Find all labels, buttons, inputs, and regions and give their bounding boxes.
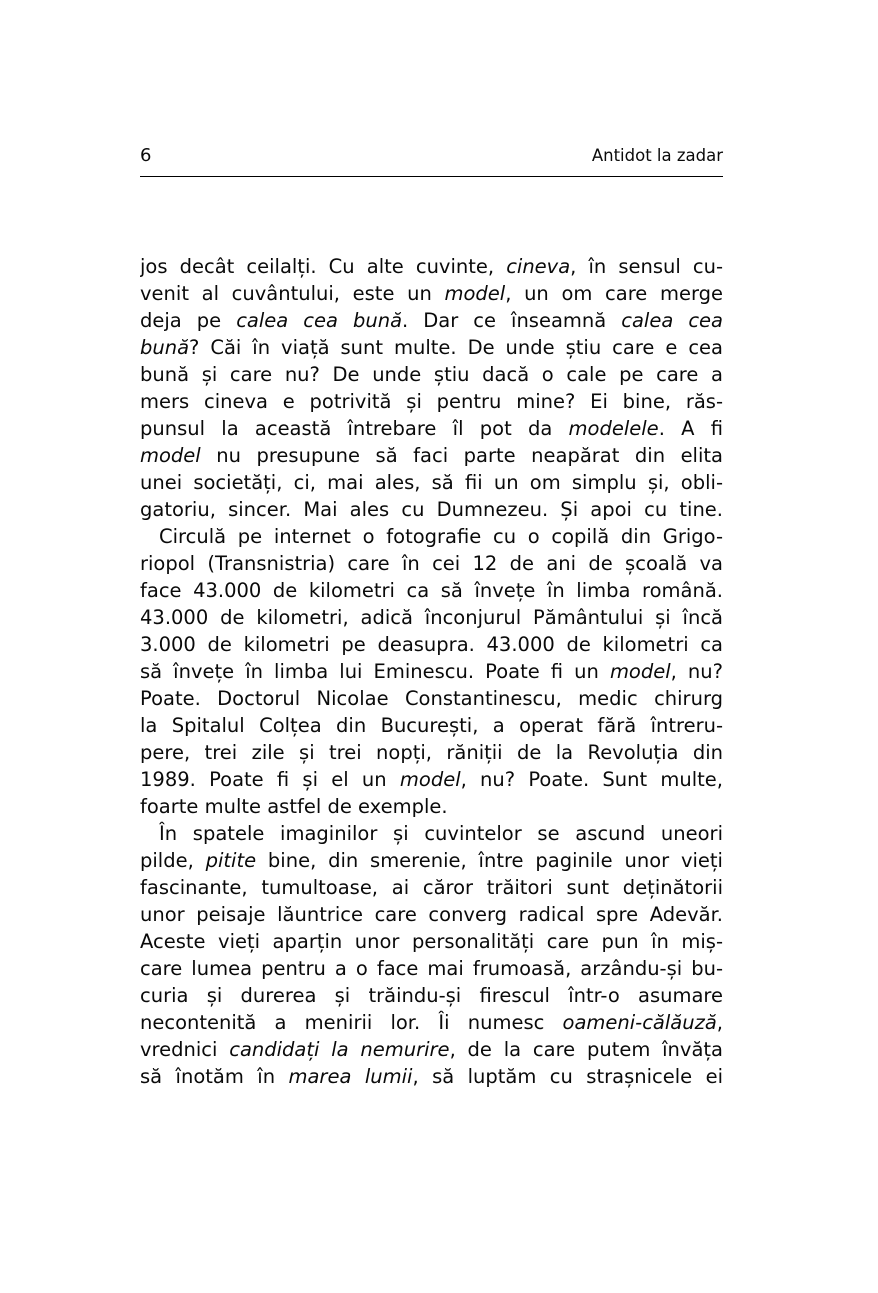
text-line: 43.000 de kilometri, adică înconjurul Pământului și încă [140,606,723,629]
text-line: foarte multe astfel de exemple. [140,795,448,818]
text-line: pere, trei zile și trei nopți, răniții de la Revoluția din [140,741,723,764]
page-header [140,146,723,166]
text-line: unei societăți, ci, mai ales, să fii un om simplu și, obli- [140,471,723,494]
text-line: riopol (Transnistria) care în cei 12 de ani de școală va [140,552,723,575]
text-line: bună și care nu? De unde știu dacă o cale pe care a [140,363,723,386]
text-line: Poate. Doctorul Nicolae Constantinescu, medic chirurg [140,687,723,710]
running-title: Antidot la zadar [591,146,723,165]
text-line: 1989. Poate fi și el un model, nu? Poate. Sunt multe, [140,768,723,791]
text-line: la Spitalul Colțea din București, a operat fără întreru- [140,714,723,737]
text-line: fascinante, tumultoase, ai căror trăitori sunt deținătorii [140,876,723,899]
page-number: 6 [140,145,152,166]
text-line: face 43.000 de kilometri ca să învețe în limba română. [140,579,723,602]
text-line: 3.000 de kilometri pe deasupra. 43.000 de kilometri ca [140,633,723,656]
text-line: necontenită a menirii lor. Îi numesc oameni-călăuză, [140,1011,723,1034]
text-line: să înotăm în marea lumii, să luptăm cu strașnicele ei [140,1065,723,1088]
text-line: unor peisaje lăuntrice care converg radical spre Adevăr. [140,903,723,926]
text-line: punsul la această întrebare îl pot da modelele. A fi [140,417,723,440]
text-line: Circulă pe internet o fotografie cu o copilă din Grigo- [159,525,723,548]
text-line: să învețe în limba lui Eminescu. Poate fi un model, nu? [140,660,723,683]
text-line: jos decât ceilalți. Cu alte cuvinte, cineva, în sensul cu- [140,255,723,278]
text-line: model nu presupune să faci parte neapărat din elita [140,444,723,467]
text-line: care lumea pentru a o face mai frumoasă, arzându-și bu- [140,957,723,980]
text-line: deja pe calea cea bună. Dar ce înseamnă calea cea [140,309,723,332]
text-block [140,253,723,1090]
text-line: gatoriu, sincer. Mai ales cu Dumnezeu. Și apoi cu tine. [140,498,723,521]
text-line: pilde, pitite bine, din smerenie, între paginile unor vieți [140,849,723,872]
text-line: venit al cuvântului, este un model, un om care merge [140,282,723,305]
text-line: Aceste vieți aparțin unor personalități care pun în miș- [140,930,723,953]
text-line: mers cineva e potrivită și pentru mine? Ei bine, răs- [140,390,723,413]
text-line: vrednici candidați la nemurire, de la care putem învăța [140,1038,723,1061]
header-rule [140,176,723,177]
text-line: curia și durerea și trăindu-și firescul într-o asumare [140,984,723,1007]
text-line: bună? Căi în viață sunt multe. De unde știu care e cea [140,336,723,359]
text-line: În spatele imaginilor și cuvintelor se ascund uneori [159,822,723,845]
